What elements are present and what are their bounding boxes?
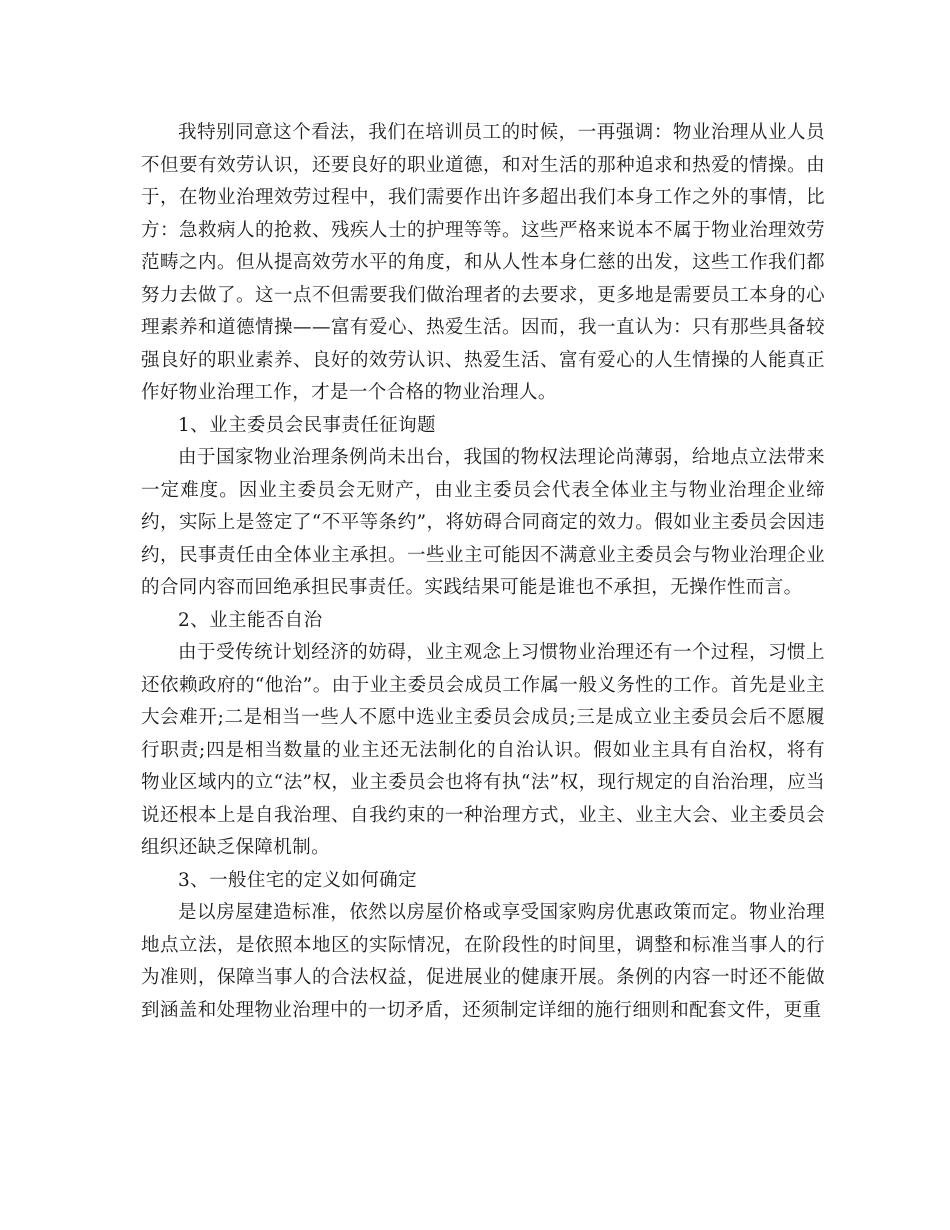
section-heading-2: 2、业主能否自治	[178, 609, 323, 631]
paragraph-owner-autonomy: 由于受传统计划经济的妨碍，业主观念上习惯物业治理还有一个过程，习惯上还依赖政府的“他治”。由于业主委员会成员工作属一般义务性的工作。首先是业主大会难开;二是相当一些人不愿中选业主委员会成员;三是成立业主委员会后不愿履行职责;四是相当数量的业主还无法制化的自治认识。假如业主具有自治权，将有物业区域内的立“法”权，业主委员会也将有执“法”权，现行规定的自治治理，应当说还根本上是自我治理、自我约束的一种治理方式，业主、业主大会、业主委员会组织还缺乏保障机制。	[141, 642, 825, 858]
document-body	[141, 117, 825, 1027]
paragraph-housing-definition: 是以房屋建造标准，依然以房屋价格或享受国家购房优惠政策而定。物业治理地点立法，是依照本地区的实际情况，在阶段性的时间里，调整和标准当事人的行为准则，保障当事人的合法权益，促进展业的健康开展。条例的内容一时还不能做到涵盖和处理物业治理中的一切矛盾，还须制定详细的施行细则和配套文件，更重	[141, 902, 825, 1021]
paragraph-staff-ethics: 我特别同意这个看法，我们在培训员工的时候，一再强调：物业治理从业人员不但要有效劳认识，还要良好的职业道德，和对生活的那种追求和热爱的情操。由于，在物业治理效劳过程中，我们需要作出许多超出我们本身工作之外的事情，比方：急救病人的抢救、残疾人士的护理等等。这些严格来说本不属于物业治理效劳范畴之内。但从提高效劳水平的角度，和从人性本身仁慈的出发，这些工作我们都努力去做了。这一点不但需要我们做治理者的去要求，更多地是需要员工本身的心理素养和道德情操——富有爱心、热爱生活。因而，我一直认为：只有那些具备较强良好的职业素养、良好的效劳认识、热爱生活、富有爱心的人生情操的人能真正作好物业治理工作，才是一个合格的物业治理人。	[141, 122, 825, 403]
paragraph-civil-liability: 由于国家物业治理条例尚未出台，我国的物权法理论尚薄弱，给地点立法带来一定难度。因业主委员会无财产，由业主委员会代表全体业主与物业治理企业缔约，实际上是签定了“不平等条约”，将妨碍合同商定的效力。假如业主委员会因违约，民事责任由全体业主承担。一些业主可能因不满意业主委员会与物业治理企业的合同内容而回绝承担民事责任。实践结果可能是谁也不承担，无操作性而言。	[141, 447, 825, 598]
section-heading-1: 1、业主委员会民事责任征询题	[178, 414, 436, 436]
section-heading-3: 3、一般住宅的定义如何确定	[178, 869, 417, 891]
